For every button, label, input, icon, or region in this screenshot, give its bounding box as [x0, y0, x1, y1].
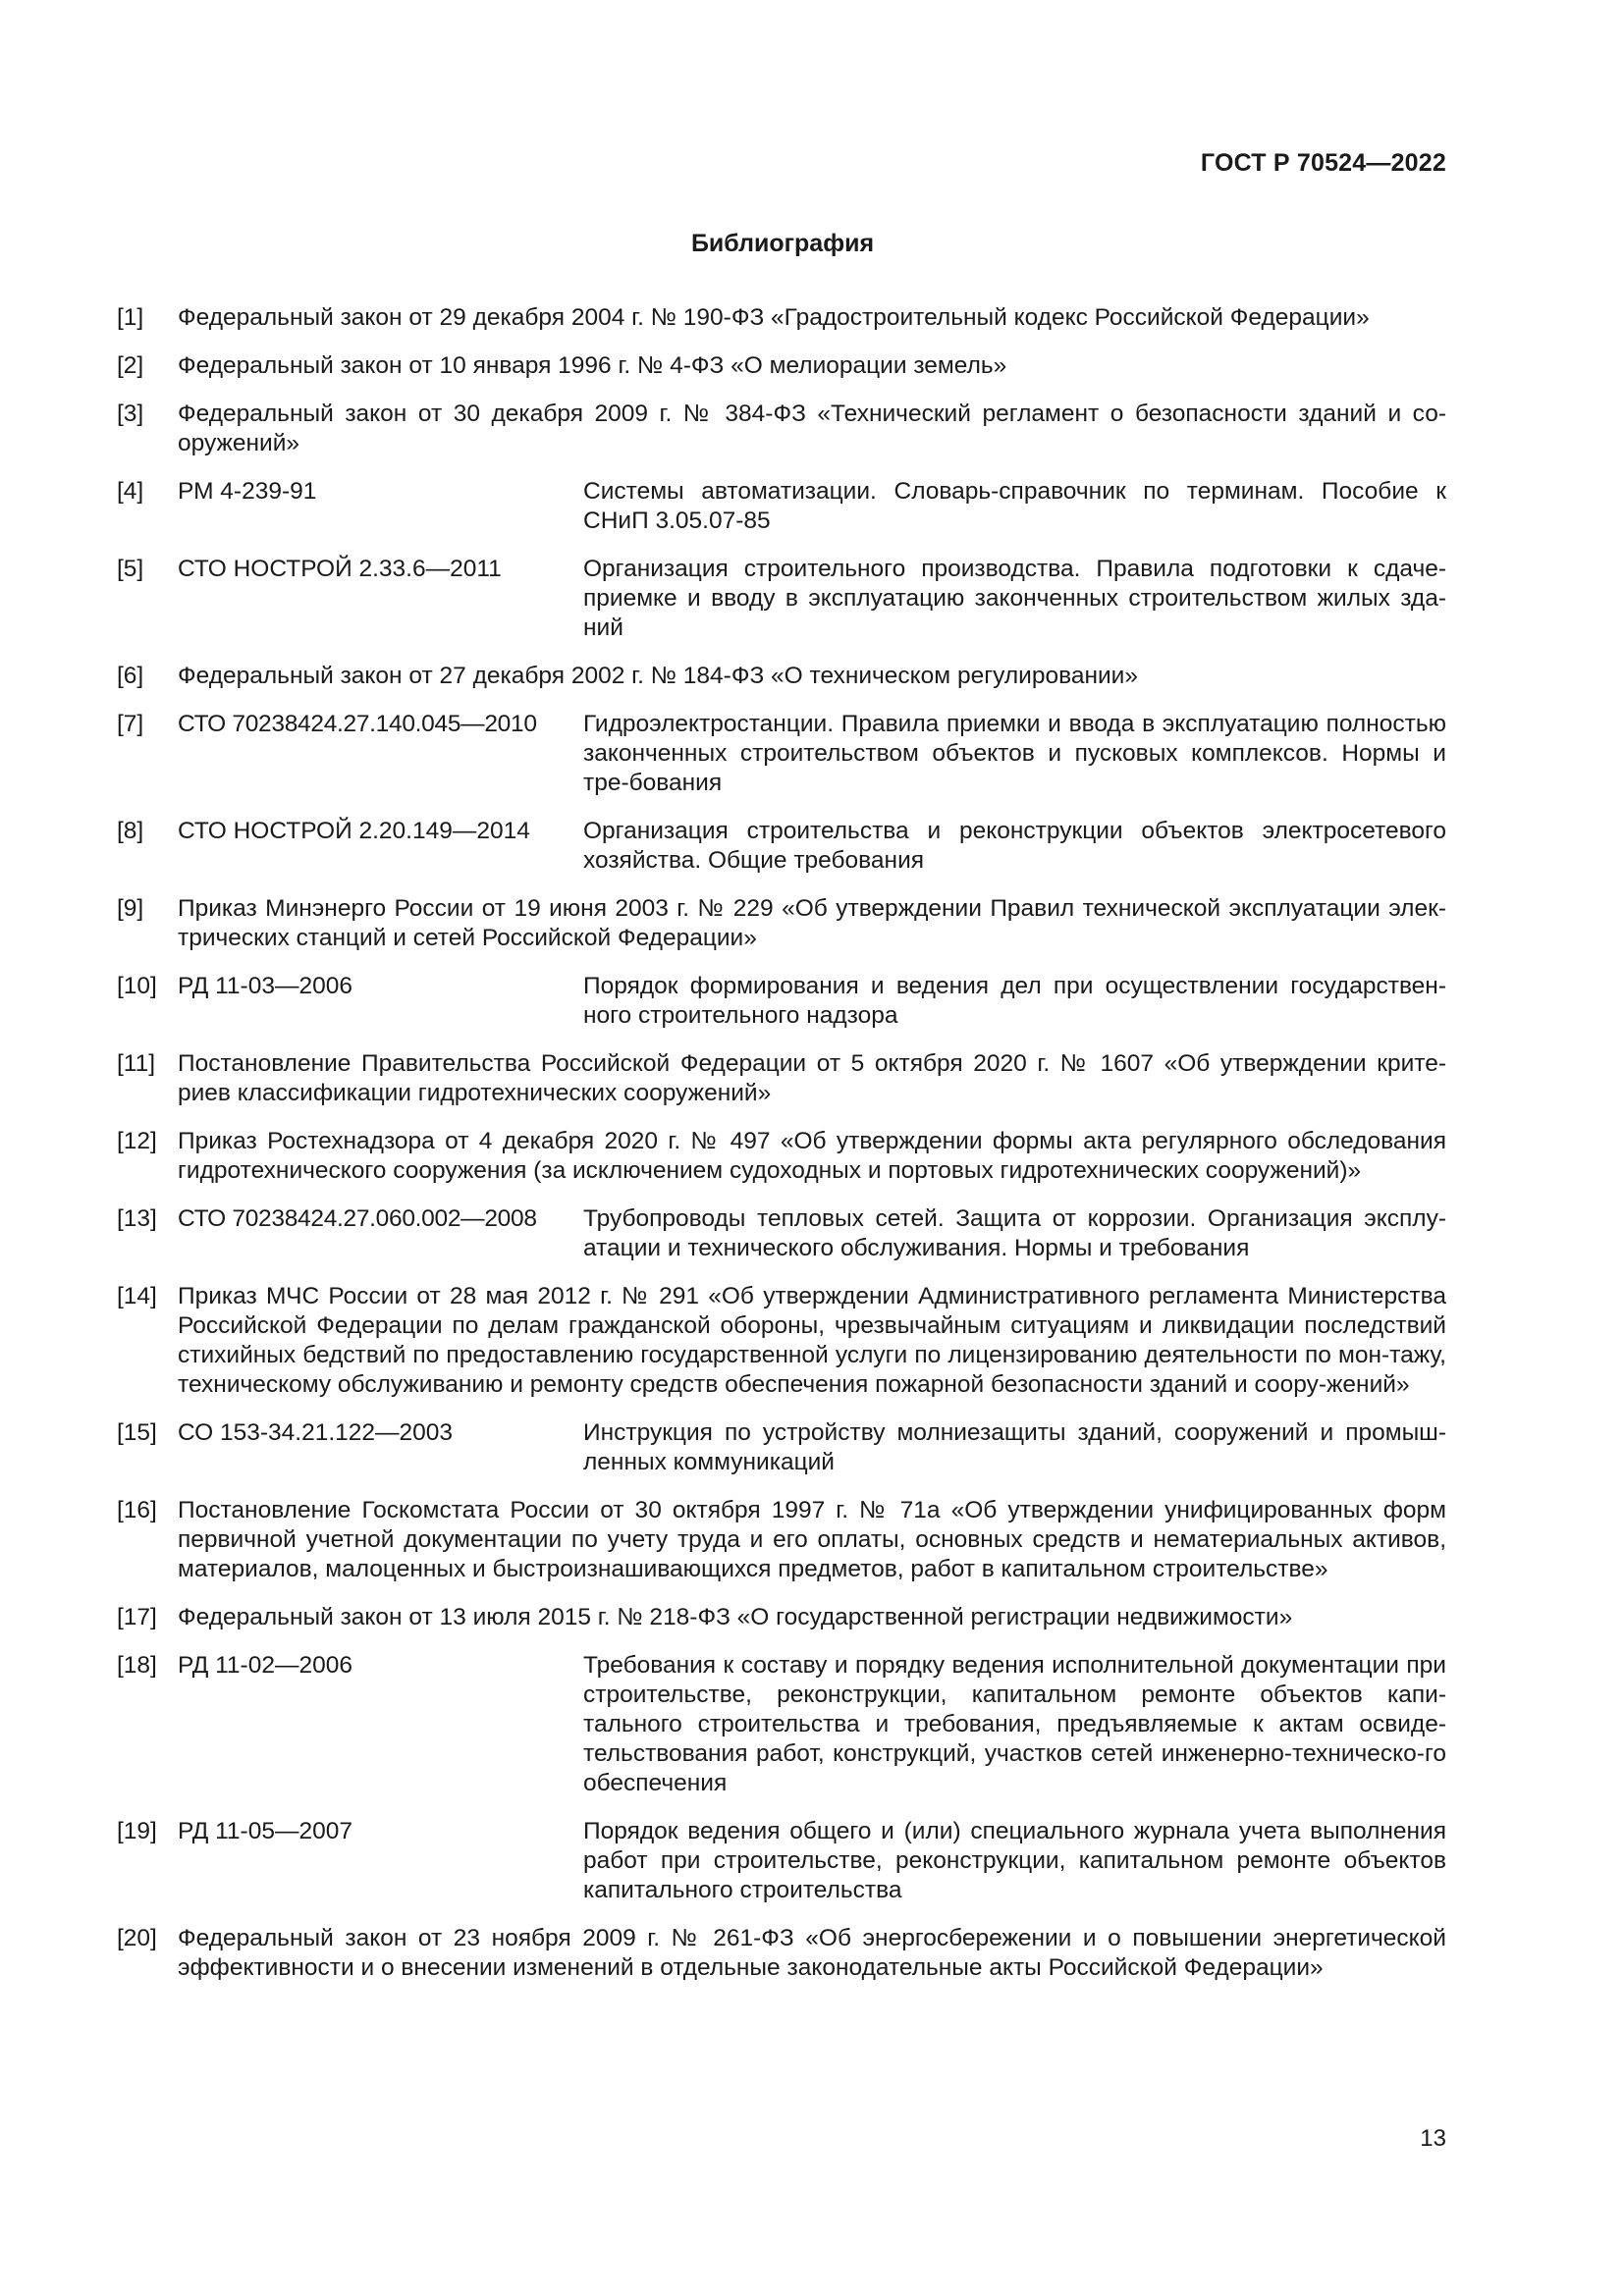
- reference-text: Организация строительства и реконструкции объектов электросетевого хозяйства. Общие требования: [583, 818, 1446, 874]
- reference-item: [117, 662, 1446, 691]
- reference-code: РД 11-05—2007: [178, 1818, 352, 1844]
- reference-code: СТО НОСТРОЙ 2.33.6—2011: [178, 556, 502, 582]
- reference-item: [117, 400, 1446, 458]
- reference-number: [1]: [117, 304, 144, 331]
- reference-text: Федеральный закон от 10 января 1996 г. № 4-ФЗ «О мелиорации земель»: [178, 352, 1007, 379]
- reference-item: [117, 1496, 1446, 1584]
- reference-text: Гидроэлектростанции. Правила приемки и ввода в эксплуатацию полностью законченных строительством объектов и пусковых комплексов. Нормы и тре-бования: [583, 711, 1446, 796]
- reference-text: Организация строительного производства. Правила подготовки к сдаче-приемке и вводу в эксплуатацию законченных строительством жилых зда-ний: [583, 556, 1446, 641]
- reference-text: Приказ Минэнерго России от 19 июня 2003 г. № 229 «Об утверждении Правил технической эксплуатации элек-трических станций и сетей Российской Федерации»: [178, 895, 1446, 951]
- reference-item: [117, 1049, 1446, 1108]
- reference-code: СТО НОСТРОЙ 2.20.149—2014: [178, 818, 530, 844]
- reference-item: [117, 894, 1446, 953]
- reference-code: СТО 70238424.27.060.002—2008: [178, 1205, 537, 1232]
- reference-item: [117, 1418, 1446, 1477]
- reference-number: [8]: [117, 818, 144, 844]
- reference-list: [117, 303, 1446, 2002]
- reference-item: [117, 817, 1446, 876]
- reference-number: [10]: [117, 973, 157, 999]
- page-number: 13: [1420, 2125, 1446, 2152]
- reference-code: РД 11-03—2006: [178, 973, 352, 999]
- reference-text: Федеральный закон от 13 июля 2015 г. № 218-ФЗ «О государственной регистрации недвижимости»: [178, 1604, 1293, 1630]
- reference-text: Порядок ведения общего и (или) специального журнала учета выполнения работ при строительстве, реконструкции, капитальном ремонте объектов капитального строительства: [583, 1818, 1446, 1903]
- reference-number: [16]: [117, 1497, 157, 1523]
- reference-text: Федеральный закон от 29 декабря 2004 г. № 190-ФЗ «Градостроительный кодекс Российской Федерации»: [178, 304, 1370, 331]
- reference-item: [117, 351, 1446, 381]
- reference-text: Приказ Ростехнадзора от 4 декабря 2020 г. № 497 «Об утверждении формы акта регулярного обследования гидротехнического сооружения (за исключением судоходных и портовых гидротехнических сооружений)»: [178, 1128, 1446, 1184]
- reference-text: Федеральный закон от 30 декабря 2009 г. № 384-ФЗ «Технический регламент о безопасности зданий и со-оружений»: [178, 400, 1446, 456]
- reference-number: [20]: [117, 1925, 157, 1951]
- reference-number: [17]: [117, 1604, 157, 1630]
- reference-code: СО 153-34.21.122—2003: [178, 1419, 454, 1446]
- reference-item: [117, 303, 1446, 333]
- reference-item: [117, 710, 1446, 798]
- reference-number: [7]: [117, 711, 144, 737]
- reference-text: Федеральный закон от 27 декабря 2002 г. № 184-ФЗ «О техническом регулировании»: [178, 663, 1138, 689]
- reference-number: [13]: [117, 1205, 157, 1232]
- reference-number: [11]: [117, 1050, 156, 1077]
- reference-text: Постановление Правительства Российской Федерации от 5 октября 2020 г. № 1607 «Об утверждении крите-риев классификации гидротехнических сооружений»: [178, 1050, 1446, 1106]
- reference-number: [12]: [117, 1128, 157, 1154]
- reference-number: [18]: [117, 1652, 157, 1679]
- document-code: ГОСТ Р 70524—2022: [1200, 149, 1446, 177]
- reference-item: [117, 1282, 1446, 1400]
- reference-item: [117, 555, 1446, 643]
- reference-item: [117, 1924, 1446, 1983]
- reference-number: [4]: [117, 478, 144, 505]
- bibliography-title: Библиография: [690, 230, 875, 257]
- reference-number: [15]: [117, 1419, 157, 1446]
- reference-number: [14]: [117, 1283, 157, 1309]
- reference-text: Инструкция по устройству молниезащиты зданий, сооружений и промыш-ленных коммуникаций: [583, 1419, 1446, 1475]
- reference-number: [2]: [117, 352, 144, 379]
- reference-number: [6]: [117, 663, 144, 689]
- reference-text: Приказ МЧС России от 28 мая 2012 г. № 291 «Об утверждении Административного регламента Министерства Российской Федерации по делам гражданской обороны, чрезвычайным ситуациям и ликвидации последствий стихийных бедствий по предоставлению государственной услуги по лицензированию деятельности по мон-тажу, техническому обслуживанию и ремонту средств обеспечения пожарной безопасности зданий и соору-жений»: [178, 1283, 1446, 1398]
- reference-item: [117, 1603, 1446, 1632]
- reference-text: Трубопроводы тепловых сетей. Защита от коррозии. Организация эксплу-атации и технического обслуживания. Нормы и требования: [583, 1205, 1446, 1261]
- reference-code: СТО 70238424.27.140.045—2010: [178, 711, 537, 737]
- reference-item: [117, 972, 1446, 1031]
- reference-text: Требования к составу и порядку ведения исполнительной документации при строительстве, реконструкции, капитальном ремонте объектов капи-тального строительства и требования, предъявляемые к актам освиде-тельствования работ, конструкций, участков сетей инженерно-техническо-го обеспечения: [583, 1652, 1446, 1796]
- reference-number: [19]: [117, 1818, 157, 1844]
- reference-number: [5]: [117, 556, 144, 582]
- reference-code: РМ 4-239-91: [178, 478, 317, 505]
- reference-item: [117, 1204, 1446, 1263]
- reference-text: Федеральный закон от 23 ноября 2009 г. № 261-ФЗ «Об энергосбережении и о повышении энергетической эффективности и о внесении изменений в отдельные законодательные акты Российской Федерации»: [178, 1925, 1446, 1981]
- reference-item: [117, 1817, 1446, 1905]
- reference-text: Системы автоматизации. Словарь-справочник по терминам. Пособие к СНиП 3.05.07-85: [583, 478, 1446, 534]
- reference-text: Порядок формирования и ведения дел при осуществлении государствен-ного строительного надзора: [583, 973, 1446, 1029]
- reference-item: [117, 1127, 1446, 1186]
- reference-code: РД 11-02—2006: [178, 1652, 352, 1679]
- reference-number: [9]: [117, 895, 144, 922]
- reference-number: [3]: [117, 400, 144, 427]
- reference-text: Постановление Госкомстата России от 30 октября 1997 г. № 71а «Об утверждении унифицированных форм первичной учетной документации по учету труда и его оплаты, основных средств и нематериальных активов, материалов, малоценных и быстроизнашивающихся предметов, работ в капитальном строительстве»: [178, 1497, 1446, 1582]
- reference-item: [117, 477, 1446, 536]
- reference-item: [117, 1651, 1446, 1798]
